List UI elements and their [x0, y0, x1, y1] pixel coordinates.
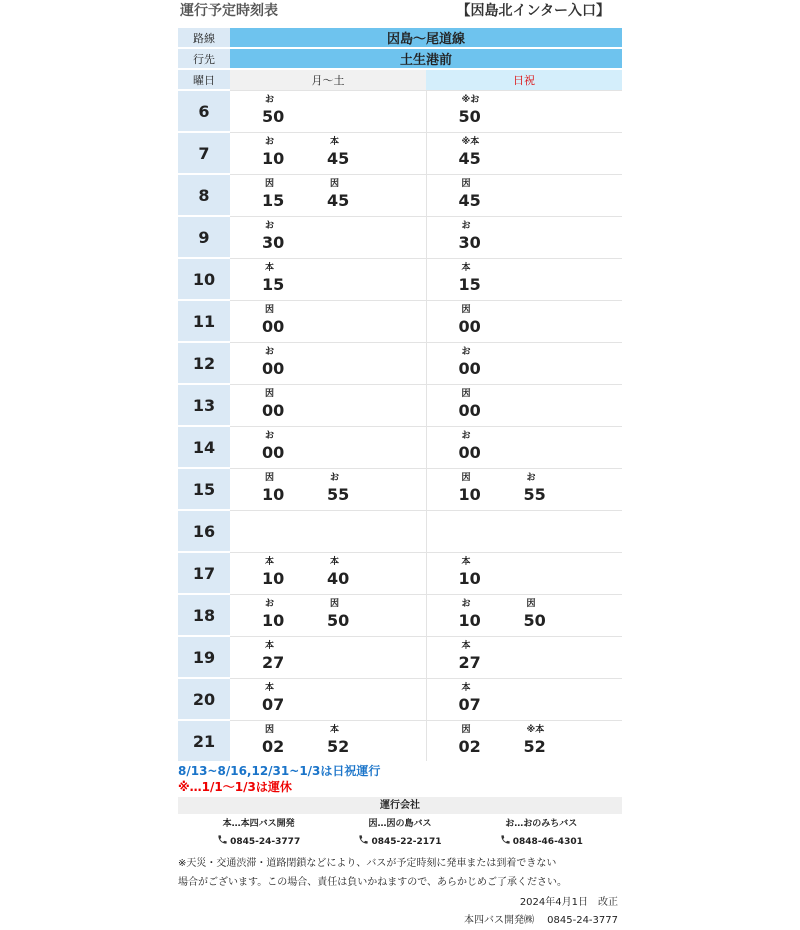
operator-code: 本: [461, 640, 471, 651]
operator-code: ※本: [461, 136, 480, 147]
operator-code: お: [265, 598, 275, 609]
revision-date: 2024年4月1日 改正: [519, 897, 618, 908]
departure-minute: 00: [262, 358, 285, 378]
departure: [260, 345, 320, 379]
hour-label: 16: [178, 510, 230, 552]
operator-code: 因: [265, 388, 275, 399]
holiday-departures: [426, 132, 622, 174]
departure: [457, 723, 517, 757]
operators-heading: 運行会社: [178, 797, 622, 814]
departure-minute: 00: [262, 316, 285, 336]
operator-code: 本: [330, 556, 340, 567]
operator-code: 本: [461, 682, 471, 693]
operator-code: 因: [330, 178, 340, 189]
departure: [260, 93, 320, 127]
operator-tel[interactable]: [500, 832, 583, 852]
departure-minute: 00: [458, 316, 481, 336]
operator-code: 因: [265, 304, 275, 315]
departure-minute: 27: [262, 652, 285, 672]
hour-row: [178, 342, 622, 384]
weekday-departures: [230, 300, 426, 342]
holiday-departures: [426, 510, 622, 552]
departure: [457, 219, 517, 253]
holiday-departures: [426, 636, 622, 678]
hour-label: 11: [178, 300, 230, 342]
hour-row: [178, 594, 622, 636]
departure-minute: 10: [458, 610, 481, 630]
departure-minute: 15: [458, 274, 481, 294]
departure: [457, 429, 517, 463]
departure-minute: 30: [458, 232, 481, 252]
hour-row: [178, 552, 622, 594]
holiday-header: 日祝: [426, 69, 622, 90]
hour-row: [178, 468, 622, 510]
weekday-departures: [230, 426, 426, 468]
hour-row: [178, 300, 622, 342]
operator-code: 因: [461, 178, 471, 189]
holiday-departures: [426, 552, 622, 594]
hour-row: [178, 132, 622, 174]
phone-icon: [358, 834, 369, 845]
operator-code: お: [265, 136, 275, 147]
hour-label: 14: [178, 426, 230, 468]
departure: [260, 219, 320, 253]
departure: [260, 723, 320, 757]
operator-code: お: [265, 346, 275, 357]
departure: [457, 681, 517, 715]
departure: [457, 597, 517, 631]
departure-minute: 55: [327, 484, 350, 504]
operator-code: 本: [330, 136, 340, 147]
departure-minute: 50: [523, 610, 546, 630]
operator-code: ※本: [526, 724, 545, 735]
weekday-departures: [230, 552, 426, 594]
operator-tel[interactable]: [217, 832, 300, 852]
departure: [457, 387, 517, 421]
departure-minute: 40: [327, 568, 350, 588]
operators-list: [178, 814, 622, 852]
operator-item: [500, 816, 583, 852]
departure-minute: 02: [262, 736, 285, 756]
departure: [325, 471, 385, 505]
departure: [457, 303, 517, 337]
hour-label: 21: [178, 720, 230, 761]
weekday-departures: [230, 384, 426, 426]
phone-icon: [500, 834, 511, 845]
operator-code: 本: [461, 556, 471, 567]
hour-label: 17: [178, 552, 230, 594]
departure-minute: 00: [458, 400, 481, 420]
departure-minute: 27: [458, 652, 481, 672]
operator-code: 因: [265, 724, 275, 735]
hour-label: 7: [178, 132, 230, 174]
departure-minute: 02: [458, 736, 481, 756]
departure: [457, 345, 517, 379]
holiday-departures: [426, 342, 622, 384]
operator-code: 因: [526, 598, 536, 609]
holiday-departures: [426, 90, 622, 132]
operator-code: 因: [461, 724, 471, 735]
departure: [260, 681, 320, 715]
departure-minute: 50: [458, 106, 481, 126]
operator-name: 因…因の島バス: [368, 819, 432, 829]
departure-minute: 45: [327, 148, 350, 168]
departure: [457, 135, 517, 169]
weekday-departures: [230, 174, 426, 216]
departure-minute: 50: [262, 106, 285, 126]
holiday-departures: [426, 678, 622, 720]
departure-minute: 45: [327, 190, 350, 210]
holiday-departures: [426, 720, 622, 761]
operator-code: ※お: [461, 94, 480, 105]
departure: [260, 261, 320, 295]
departure: [325, 555, 385, 589]
footer-contact: 本四バス開発㈱ 0845-24-3777: [463, 915, 618, 926]
departure-minute: 10: [262, 148, 285, 168]
weekday-departures: [230, 216, 426, 258]
hour-label: 6: [178, 90, 230, 132]
operator-code: お: [461, 598, 471, 609]
operator-code: お: [265, 220, 275, 231]
departure-minute: 10: [262, 484, 285, 504]
disclaimer-line: 場合がございます。この場合、責任は負いかねますので、あらかじめご了承ください。: [178, 877, 567, 888]
departure: [325, 597, 385, 631]
hour-row: [178, 426, 622, 468]
disclaimer-line: ※天災・交通渋滞・道路閉鎖などにより、バスが予定時刻に発車または到着できない: [178, 858, 557, 869]
departure: [522, 723, 582, 757]
hour-row: [178, 174, 622, 216]
notes: [178, 763, 622, 795]
departure: [260, 429, 320, 463]
hour-row: [178, 510, 622, 552]
departure-minute: 50: [327, 610, 350, 630]
departure: [260, 639, 320, 673]
timetable-page: [178, 0, 622, 930]
hour-label: 18: [178, 594, 230, 636]
operator-code: 因: [461, 472, 471, 483]
departure: [457, 261, 517, 295]
weekday-departures: [230, 132, 426, 174]
departure: [260, 135, 320, 169]
operator-code: お: [461, 430, 471, 441]
weekday-departures: [230, 258, 426, 300]
departure-minute: 52: [327, 736, 350, 756]
operator-code: お: [265, 94, 275, 105]
operator-code: お: [330, 472, 340, 483]
operator-code: 因: [330, 598, 340, 609]
departure-minute: 30: [262, 232, 285, 252]
operator-code: 因: [265, 472, 275, 483]
holiday-operation-note: 8/13~8/16,12/31~1/3は日祝運行: [178, 764, 381, 778]
weekday-departures: [230, 636, 426, 678]
departure-minute: 55: [523, 484, 546, 504]
operator-code: 本: [265, 682, 275, 693]
departure-minute: 00: [458, 358, 481, 378]
operator-code: 本: [265, 262, 275, 273]
route-value: 因島〜尾道線: [230, 28, 622, 48]
holiday-departures: [426, 468, 622, 510]
operator-code: 本: [330, 724, 340, 735]
departure: [260, 177, 320, 211]
operator-tel[interactable]: [358, 832, 441, 852]
operator-code: お: [461, 220, 471, 231]
holiday-departures: [426, 594, 622, 636]
holiday-departures: [426, 426, 622, 468]
hour-row: [178, 720, 622, 761]
hour-row: [178, 216, 622, 258]
departure-minute: 45: [458, 190, 481, 210]
departure: [260, 597, 320, 631]
operator-code: お: [461, 346, 471, 357]
operator-code: 因: [461, 388, 471, 399]
departure-minute: 07: [458, 694, 481, 714]
route-label: 路線: [178, 28, 230, 48]
departure: [522, 471, 582, 505]
phone-icon: [217, 834, 228, 845]
operator-code: 因: [461, 304, 471, 315]
operator-name: 本…本四バス開発: [222, 819, 295, 829]
hour-label: 19: [178, 636, 230, 678]
operator-item: [358, 816, 441, 852]
day-label: 曜日: [178, 69, 230, 90]
departure: [325, 177, 385, 211]
hour-label: 10: [178, 258, 230, 300]
weekday-departures: [230, 90, 426, 132]
departure: [325, 135, 385, 169]
destination-label: 行先: [178, 48, 230, 69]
departure: [457, 471, 517, 505]
departure: [457, 177, 517, 211]
operator-tel-number: 0845-22-2171: [371, 837, 442, 847]
timetable: [178, 28, 622, 761]
holiday-departures: [426, 258, 622, 300]
departure: [457, 639, 517, 673]
hour-row: [178, 90, 622, 132]
hour-row: [178, 678, 622, 720]
departure-minute: 00: [458, 442, 481, 462]
destination-value: 土生港前: [230, 48, 622, 69]
departure-minute: 10: [458, 484, 481, 504]
departure-minute: 15: [262, 190, 285, 210]
departure-minute: 10: [262, 610, 285, 630]
departure: [457, 555, 517, 589]
title-row: [178, 0, 622, 28]
hour-label: 12: [178, 342, 230, 384]
departure-minute: 45: [458, 148, 481, 168]
hour-label: 20: [178, 678, 230, 720]
disclaimer: [178, 854, 622, 892]
weekday-header: 月〜土: [230, 69, 426, 90]
operator-code: 本: [265, 556, 275, 567]
departure: [457, 93, 517, 127]
operator-code: 因: [265, 178, 275, 189]
hour-label: 15: [178, 468, 230, 510]
departure-minute: 10: [262, 568, 285, 588]
hour-row: [178, 384, 622, 426]
weekday-departures: [230, 342, 426, 384]
departure-minute: 15: [262, 274, 285, 294]
departure-minute: 00: [262, 400, 285, 420]
departure: [260, 471, 320, 505]
holiday-departures: [426, 216, 622, 258]
operator-code: 本: [461, 262, 471, 273]
operator-code: 本: [265, 640, 275, 651]
departure: [260, 303, 320, 337]
page-title: 運行予定時刻表: [180, 3, 278, 19]
holiday-departures: [426, 174, 622, 216]
weekday-departures: [230, 678, 426, 720]
operator-name: お…おのみちバス: [505, 819, 578, 829]
hour-label: 8: [178, 174, 230, 216]
operator-tel-number: 0845-24-3777: [230, 837, 301, 847]
weekday-departures: [230, 468, 426, 510]
departure-minute: 10: [458, 568, 481, 588]
departure: [260, 387, 320, 421]
hour-row: [178, 258, 622, 300]
weekday-departures: [230, 720, 426, 761]
holiday-departures: [426, 384, 622, 426]
suspension-note: ※…1/1〜1/3は運休: [178, 780, 292, 794]
operator-code: お: [265, 430, 275, 441]
operator-tel-number: 0848-46-4301: [512, 837, 583, 847]
hour-label: 13: [178, 384, 230, 426]
weekday-departures: [230, 594, 426, 636]
departure: [260, 555, 320, 589]
operator-code: お: [526, 472, 536, 483]
departure: [325, 723, 385, 757]
departure-minute: 00: [262, 442, 285, 462]
departure: [522, 597, 582, 631]
holiday-departures: [426, 300, 622, 342]
stop-name: 【因島北インター入口】: [456, 3, 610, 19]
timetable-body: [178, 90, 622, 761]
departure-minute: 07: [262, 694, 285, 714]
hour-label: 9: [178, 216, 230, 258]
weekday-departures: [230, 510, 426, 552]
operator-item: [217, 816, 300, 852]
hour-row: [178, 636, 622, 678]
departure-minute: 52: [523, 736, 546, 756]
